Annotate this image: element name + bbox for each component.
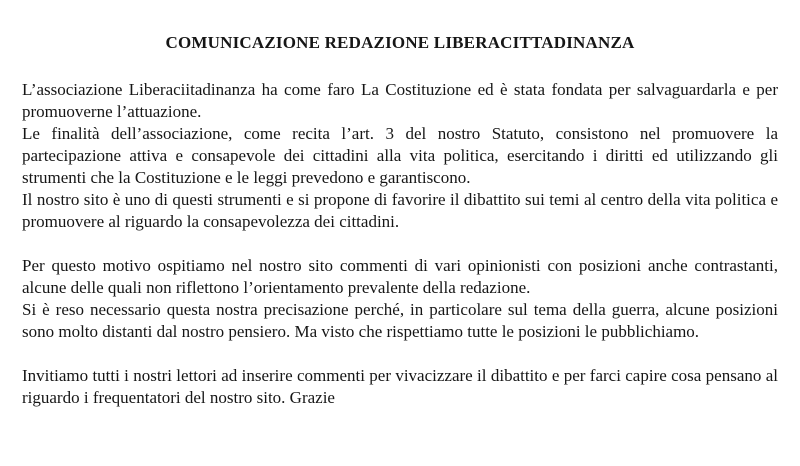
paragraph: Invitiamo tutti i nostri lettori ad inserire commenti per vivacizzare il dibattito e per farci capire cosa pensano al riguardo i frequentatori del nostro sito. Grazie	[22, 366, 778, 407]
paragraph-block-invito	[22, 365, 778, 409]
paragraph: Le finalità dell’associazione, come recita l’art. 3 del nostro Statuto, consistono nel promuovere la partecipazione attiva e consapevole dei cittadini alla vita politica, esercitando i diritti ed utilizzando gli strumenti che la Costituzione e le leggi prevedono e garantiscono.	[22, 124, 778, 187]
document-title: COMUNICAZIONE REDAZIONE LIBERACITTADINANZA	[165, 33, 635, 52]
paragraph: Il nostro sito è uno di questi strumenti e si propone di favorire il dibattito sui temi al centro della vita politica e promuovere al riguardo la consapevolezza dei cittadini.	[22, 190, 778, 231]
paragraph-block-intro	[22, 79, 778, 233]
paragraph-block-precisazione	[22, 255, 778, 343]
paragraph: Per questo motivo ospitiamo nel nostro sito commenti di vari opinionisti con posizioni anche contrastanti, alcune delle quali non riflettono l’orientamento prevalente della redazione.	[22, 256, 778, 297]
paragraph: Si è reso necessario questa nostra precisazione perché, in particolare sul tema della guerra, alcune posizioni sono molto distanti dal nostro pensiero. Ma visto che rispettiamo tutte le posizioni le pubblichiamo.	[22, 300, 778, 341]
paragraph: L’associazione Liberaciitadinanza ha come faro La Costituzione ed è stata fondata per salvaguardarla e per promuoverne l’attuazione.	[22, 80, 778, 121]
